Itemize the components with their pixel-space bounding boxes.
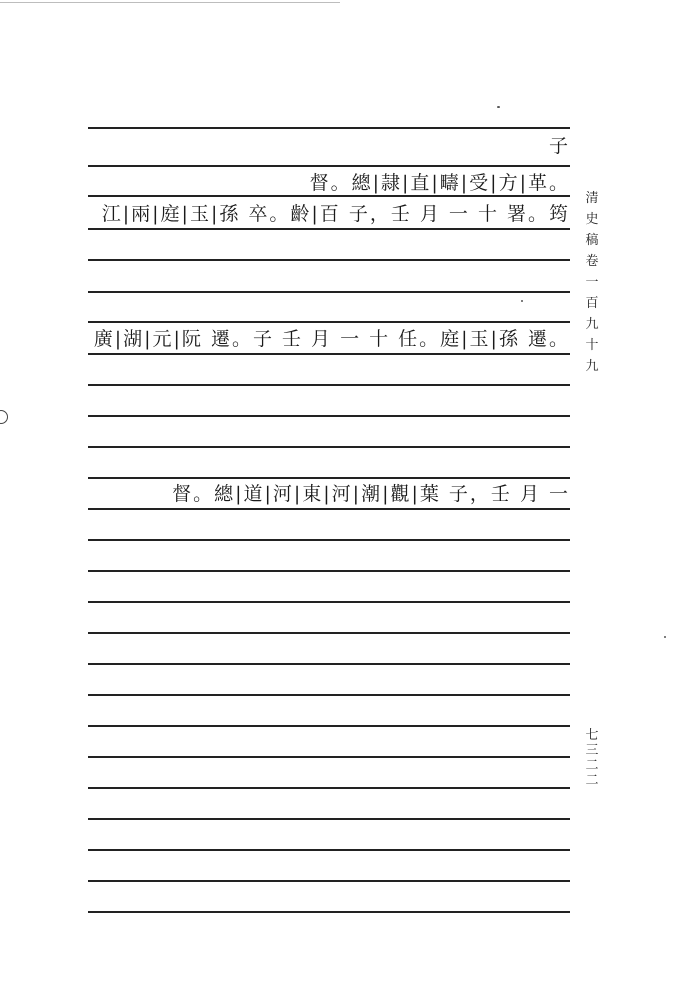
page-number-char: 七 [585, 728, 599, 743]
running-head-char: 清 [585, 191, 599, 206]
running-head-char: 一 [585, 275, 599, 290]
entry-row-4: 廣|湖|元|阮 遷。子 壬 月 一 十 任。庭|玉|孫 遷。 [93, 328, 570, 350]
rule [88, 539, 570, 541]
page-number-char: 二 [585, 773, 599, 788]
rule [88, 849, 570, 851]
entry-row-2: 督。總|隷|直|疇|受|方|革。 [309, 172, 570, 194]
rule [88, 508, 570, 510]
rule [88, 228, 570, 230]
rule [88, 880, 570, 882]
dust-speck [521, 300, 523, 302]
rule [88, 446, 570, 448]
rule [88, 195, 570, 197]
running-head-char: 十 [585, 338, 599, 353]
running-head-char: 卷 [585, 254, 599, 269]
rule [88, 570, 570, 572]
rule [88, 384, 570, 386]
rule [88, 165, 570, 167]
binding-hole-mark [0, 410, 8, 424]
rule [88, 127, 570, 129]
rule [88, 259, 570, 261]
dust-speck [664, 636, 666, 638]
running-head-char: 百 [585, 296, 599, 311]
rule [88, 911, 570, 913]
entry-row-5: 督。總|道|河|東|河|潮|觀|葉 子，壬 月 一 [172, 483, 570, 505]
rule [88, 694, 570, 696]
page-number-char: 三 [585, 743, 599, 758]
rule [88, 756, 570, 758]
page-number [583, 728, 601, 788]
rule [88, 787, 570, 789]
rule [88, 477, 570, 479]
rule [88, 818, 570, 820]
entry-row-1: 子 [548, 135, 570, 157]
page-number-char: 二 [585, 758, 599, 773]
dust-speck [497, 106, 500, 108]
entry-row-3: 江|兩|庭|玉|孫 卒。齡|百 子，壬 月 一 十 署。筠 [101, 203, 570, 225]
running-head-char: 稿 [585, 233, 599, 248]
running-head-char: 九 [585, 359, 599, 374]
top-edge-line [0, 2, 340, 3]
rule [88, 415, 570, 417]
rule [88, 632, 570, 634]
rule [88, 291, 570, 293]
rule [88, 601, 570, 603]
rule [88, 725, 570, 727]
rule [88, 353, 570, 355]
running-head-char: 史 [585, 212, 599, 227]
running-head [582, 188, 602, 377]
running-head-char: 九 [585, 317, 599, 332]
rule [88, 321, 570, 323]
rule [88, 663, 570, 665]
